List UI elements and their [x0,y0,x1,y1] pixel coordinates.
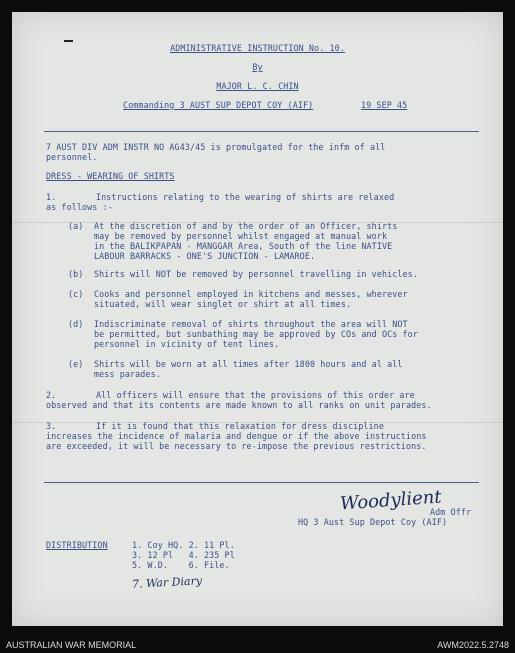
item-label: (d) [68,319,84,329]
para-number: 3. [46,421,57,431]
document-title: ADMINISTRATIVE INSTRUCTION No. 10. [170,43,345,53]
item-line: Shirts will NOT be removed by personnel travelling in vehicles. [94,269,418,279]
item-line: Cooks and personnel employed in kitchens and messes, wherever [94,289,408,299]
para-text: If it is found that this relaxation for dress discipline [96,421,384,431]
document-date: 19 SEP 45 [361,100,408,110]
item-line: Shirts will be worn at all times after 1800 hours and al all [94,359,403,369]
item-line: mess parades. [94,369,161,379]
author-name: MAJOR L. C. CHIN [216,81,299,91]
archive-reference: AWM2022.5.2748 [437,640,509,650]
item-label: (b) [68,269,84,279]
distribution-label: DISTRIBUTION [46,540,108,550]
item-label: (a) [68,221,84,231]
item-line: be permitted, but sunbathing may be approved by COs and OCs for [94,329,418,339]
by-line: By [252,62,263,72]
para-text: increases the incidence of malaria and dengue or if the above instructions [46,431,427,441]
intro-line: personnel. [46,152,98,162]
distribution-row: 1. Coy HQ. 2. 11 Pl. [132,540,235,550]
item-line: LABOUR BARRACKS - ONE'S JUNCTION - LAMAROE. [94,251,316,261]
item-label: (e) [68,359,84,369]
handwritten-note: 7. War Diary [131,574,203,591]
footer-rule [44,482,479,483]
para-number: 2. [46,390,57,400]
command-line: Commanding 3 AUST SUP DEPOT COY (AIF) [123,100,314,110]
item-line: Indiscriminate removal of shirts throughout the area will NOT [94,319,408,329]
para-text: are exceeded, it will be necessary to re-impose the previous restrictions. [46,441,427,451]
signature: Woodylient [339,486,443,515]
item-line: personnel in vicinity of tent lines. [94,339,280,349]
document-sheet [12,12,503,626]
para-number: 1. [46,192,57,202]
item-label: (c) [68,289,84,299]
ink-mark [64,40,73,42]
item-line: in the BALIKPAPAN - MANGGAR Area, South of the line NATIVE [94,241,393,251]
distribution-row: 3. 12 Pl 4. 235 Pl [132,550,235,560]
section-heading: DRESS - WEARING OF SHIRTS [46,171,175,181]
archive-credit: AUSTRALIAN WAR MEMORIAL [6,640,137,650]
distribution-row: 5. W.D. 6. File. [132,560,230,570]
item-line: situated, will wear singlet or shirt at all times. [94,299,352,309]
item-line: At the discretion of and by the order of an Officer, shirts [94,221,398,231]
para-text: Instructions relating to the wearing of shirts are relaxed [96,192,395,202]
sign-title: Adm Offr [430,507,472,517]
para-text: All officers will ensure that the provisions of this order are [96,390,415,400]
sign-unit: HQ 3 Aust Sup Depot Coy (AIF) [298,517,448,527]
item-line: may be removed by personnel whilst engaged at manual work [94,231,388,241]
para-text: as follows :- [46,202,113,212]
header-rule [44,131,479,132]
para-text: observed and that its contents are made known to all ranks on unit parades. [46,400,432,410]
intro-line: 7 AUST DIV ADM INSTR NO AG43/45 is promulgated for the infm of all [46,142,386,152]
